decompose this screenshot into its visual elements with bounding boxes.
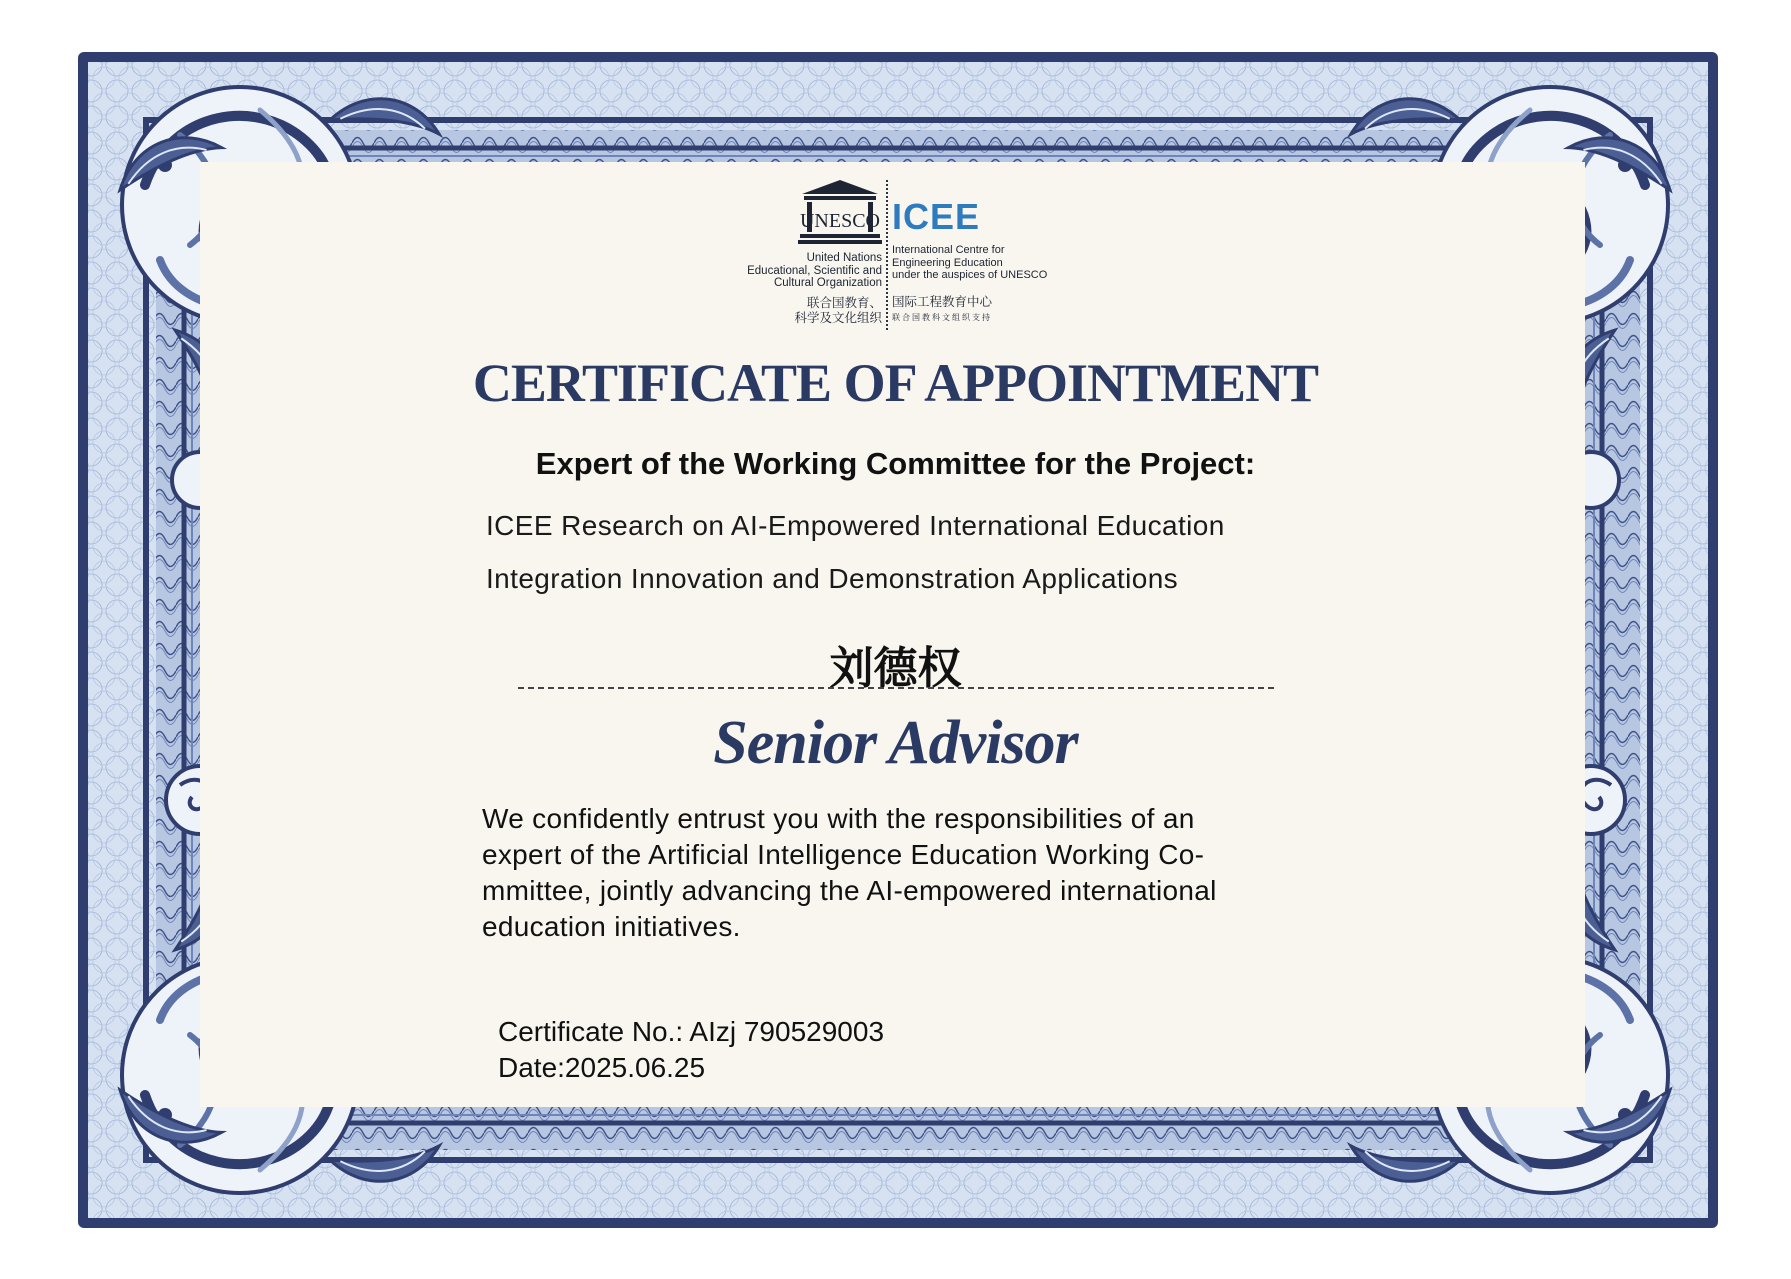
body-line-2: expert of the Artificial Intelligence Education Working Co- [482,839,1205,870]
recipient-name: 刘德权 [829,643,962,694]
unesco-cn-line-1: 联合国教育、 [806,294,882,310]
certificate-title: CERTIFICATE OF APPOINTMENT [472,353,1319,413]
body-line-1: We confidently entrust you with the responsibilities of an [482,803,1195,834]
icee-cn-subtitle: 联合国教科文组织支持 [892,312,992,322]
unesco-temple-icon [798,178,882,244]
project-line-1: ICEE Research on AI-Empowered International Education [486,510,1225,541]
certificate-number: Certificate No.: AIzj 790529003 [498,1016,885,1047]
unesco-logo [742,178,882,325]
appointment-role: Senior Advisor [713,709,1078,777]
unesco-icee-logo [742,178,1062,336]
unesco-emblem-text: UNESCO [799,210,881,232]
unesco-en-line-2: Educational, Scientific and [747,264,882,277]
body-line-4: education initiatives. [482,911,741,942]
icee-en-line-1: International Centre for [892,244,1005,256]
unesco-en-line-3: Cultural Organization [773,277,882,289]
unesco-en-line-1: United Nations [806,252,882,264]
icee-cn-name: 国际工程教育中心 [892,293,993,309]
icee-en-line-3: under the auspices of UNESCO [892,269,1048,281]
certificate-date: Date:2025.06.25 [498,1052,706,1083]
body-line-3: mmittee, jointly advancing the AI-empowered international [482,875,1217,906]
unesco-cn-line-2: 科学及文化组织 [794,309,882,325]
icee-en-line-2: Engineering Education [892,256,1003,269]
certificate-subtitle: Expert of the Working Committee for the Project: [535,446,1256,481]
icee-logo [892,178,1062,323]
project-line-2: Integration Innovation and Demonstration Applications [486,563,1179,594]
name-underline [518,687,1274,689]
icee-wordmark: ICEE [892,196,981,237]
logo-divider [886,180,888,330]
